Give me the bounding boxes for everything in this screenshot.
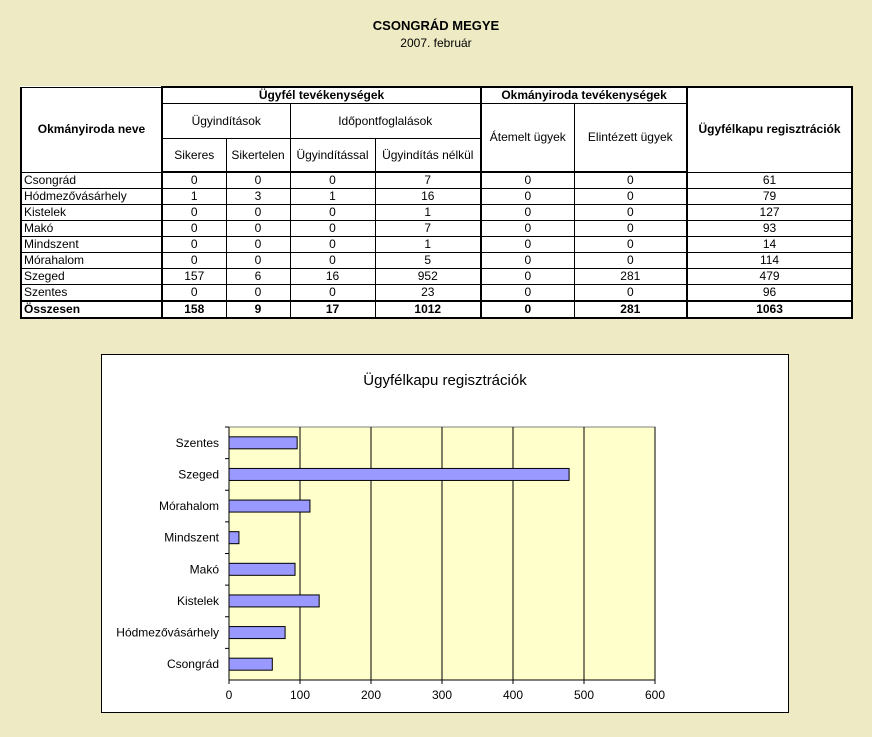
value-cell: 0: [162, 285, 226, 302]
value-cell: 157: [162, 269, 226, 285]
y-category-label: Szentes: [175, 435, 219, 450]
bar: [229, 500, 310, 512]
value-cell: 1: [375, 237, 481, 253]
total-value-cell: 0: [481, 301, 574, 318]
header-registrations: Ügyfélkapu regisztrációk: [687, 87, 852, 172]
report-table: [20, 86, 853, 319]
bar: [229, 468, 569, 480]
header-appointments: Időpontfoglalások: [290, 104, 481, 139]
value-cell: 0: [226, 221, 290, 237]
office-name-cell: Makó: [21, 221, 162, 237]
x-tick-label: 0: [225, 688, 233, 702]
value-cell: 0: [226, 205, 290, 221]
header-initiations: Ügyindítások: [162, 104, 290, 139]
office-name-cell: Hódmezővásárhely: [21, 189, 162, 205]
table-row: [21, 269, 852, 285]
value-cell: 0: [574, 237, 687, 253]
header-transferred: Átemelt ügyek: [481, 104, 574, 173]
header-successful: Sikeres: [162, 139, 226, 173]
value-cell: 127: [687, 205, 852, 221]
value-cell: 0: [226, 172, 290, 189]
total-value-cell: 281: [574, 301, 687, 318]
bar: [229, 658, 272, 670]
total-value-cell: 1012: [375, 301, 481, 318]
header-unsuccessful: Sikertelen: [226, 139, 290, 173]
chart-container: [101, 354, 789, 713]
office-name-cell: Csongrád: [21, 172, 162, 189]
value-cell: 7: [375, 221, 481, 237]
office-name-cell: Szeged: [21, 269, 162, 285]
office-name-cell: Kistelek: [21, 205, 162, 221]
table-row: [21, 205, 852, 221]
header-with-initiation: Ügyindítással: [290, 139, 375, 173]
x-tick-label: 500: [573, 688, 595, 702]
value-cell: 0: [290, 205, 375, 221]
value-cell: 0: [481, 269, 574, 285]
value-cell: 96: [687, 285, 852, 302]
x-tick-label: 300: [431, 688, 453, 702]
value-cell: 5: [375, 253, 481, 269]
header-completed: Elintézett ügyek: [574, 104, 687, 173]
value-cell: 0: [290, 285, 375, 302]
value-cell: 61: [687, 172, 852, 189]
table-row: [21, 172, 852, 189]
value-cell: 79: [687, 189, 852, 205]
bar: [229, 563, 295, 575]
value-cell: 0: [574, 253, 687, 269]
value-cell: 0: [481, 237, 574, 253]
total-value-cell: 1063: [687, 301, 852, 318]
total-row: [21, 301, 852, 318]
value-cell: 114: [687, 253, 852, 269]
total-value-cell: 17: [290, 301, 375, 318]
y-category-label: Mórahalom: [158, 499, 219, 514]
value-cell: 0: [162, 172, 226, 189]
value-cell: 0: [226, 237, 290, 253]
x-tick-label: 600: [644, 688, 666, 702]
y-category-label: Makó: [189, 562, 219, 577]
value-cell: 1: [162, 189, 226, 205]
value-cell: 6: [226, 269, 290, 285]
total-value-cell: 158: [162, 301, 226, 318]
value-cell: 0: [290, 237, 375, 253]
value-cell: 0: [290, 172, 375, 189]
table-row: [21, 221, 852, 237]
x-tick-label: 100: [289, 688, 311, 702]
header-office-activities: Okmányiroda tevékenységek: [481, 87, 687, 104]
value-cell: 0: [481, 172, 574, 189]
office-name-cell: Szentes: [21, 285, 162, 302]
x-tick-label: 200: [360, 688, 382, 702]
y-category-label: Szeged: [178, 467, 219, 482]
value-cell: 0: [481, 221, 574, 237]
table-row: [21, 253, 852, 269]
bar: [229, 595, 319, 607]
value-cell: 281: [574, 269, 687, 285]
value-cell: 479: [687, 269, 852, 285]
value-cell: 0: [162, 221, 226, 237]
header-office-name: Okmányiroda neve: [21, 87, 162, 172]
table-row: [21, 285, 852, 302]
total-label: Összesen: [21, 301, 162, 318]
value-cell: 0: [226, 285, 290, 302]
value-cell: 16: [290, 269, 375, 285]
value-cell: 7: [375, 172, 481, 189]
value-cell: 23: [375, 285, 481, 302]
value-cell: 0: [574, 285, 687, 302]
value-cell: 0: [290, 253, 375, 269]
value-cell: 0: [290, 221, 375, 237]
value-cell: 93: [687, 221, 852, 237]
value-cell: 0: [481, 189, 574, 205]
value-cell: 0: [574, 172, 687, 189]
bar-chart: [102, 355, 788, 712]
value-cell: 0: [481, 253, 574, 269]
value-cell: 0: [162, 205, 226, 221]
value-cell: 1: [290, 189, 375, 205]
bar: [229, 627, 285, 639]
value-cell: 0: [226, 253, 290, 269]
header-client-activities: Ügyfél tevékenységek: [162, 87, 481, 104]
value-cell: 1: [375, 205, 481, 221]
chart-title: Ügyfélkapu regisztrációk: [363, 372, 527, 389]
table-row: [21, 237, 852, 253]
office-name-cell: Mórahalom: [21, 253, 162, 269]
bar: [229, 532, 239, 544]
value-cell: 0: [162, 237, 226, 253]
value-cell: 0: [481, 285, 574, 302]
table-row: [21, 189, 852, 205]
value-cell: 14: [687, 237, 852, 253]
y-category-label: Kistelek: [176, 593, 219, 608]
table-body: [21, 172, 852, 318]
value-cell: 0: [574, 205, 687, 221]
header-without-initiation: Ügyindítás nélkül: [375, 139, 481, 173]
value-cell: 952: [375, 269, 481, 285]
total-value-cell: 9: [226, 301, 290, 318]
y-category-label: Csongrád: [166, 657, 219, 672]
x-tick-label: 400: [502, 688, 524, 702]
value-cell: 3: [226, 189, 290, 205]
y-category-label: Mindszent: [164, 530, 219, 545]
office-name-cell: Mindszent: [21, 237, 162, 253]
page-title: CSONGRÁD MEGYE: [372, 18, 500, 33]
value-cell: 0: [481, 205, 574, 221]
page-subtitle: 2007. február: [400, 36, 472, 50]
value-cell: 16: [375, 189, 481, 205]
value-cell: 0: [162, 253, 226, 269]
value-cell: 0: [574, 189, 687, 205]
y-category-label: Hódmezővásárhely: [116, 625, 219, 640]
value-cell: 0: [574, 221, 687, 237]
bar: [229, 437, 297, 449]
